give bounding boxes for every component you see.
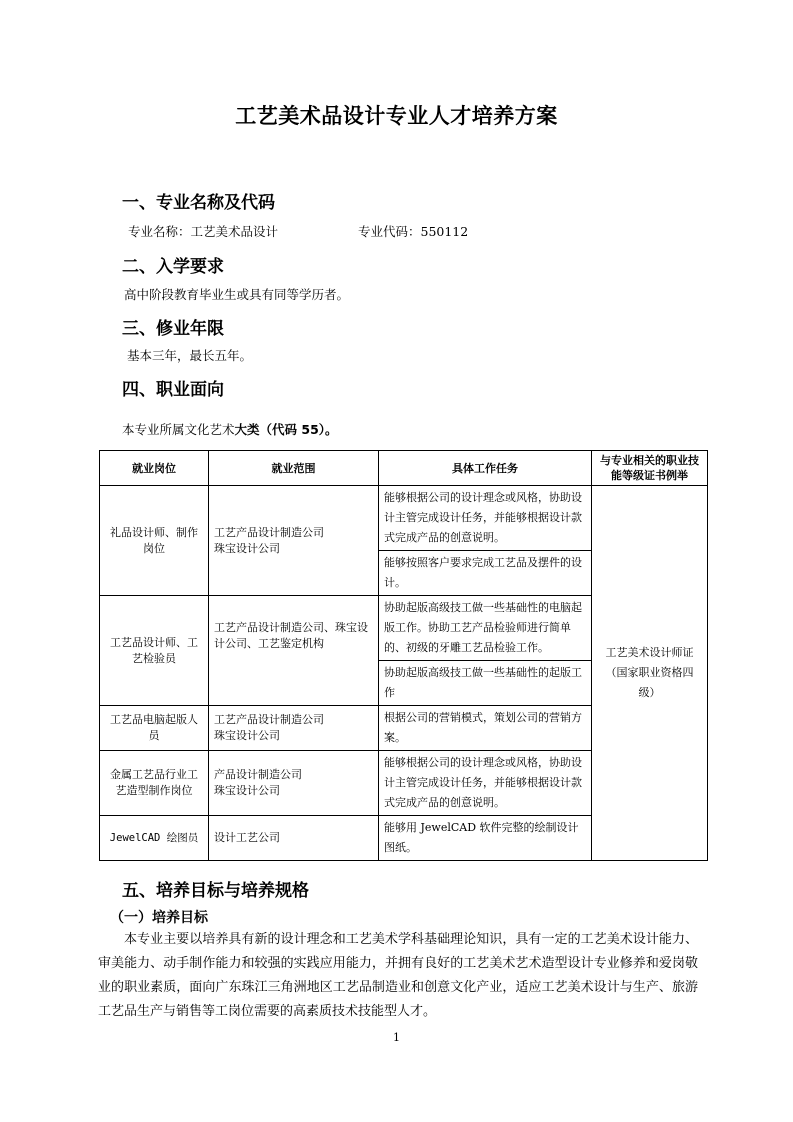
scope-cell: 工艺产品设计制造公司 珠宝设计公司 xyxy=(209,706,379,751)
major-name: 专业名称：工艺美术品设计 xyxy=(128,224,279,239)
scope-cell: 产品设计制造公司 珠宝设计公司 xyxy=(209,751,379,816)
occupation-table xyxy=(99,450,708,861)
section-heading-1: 一、专业名称及代码 xyxy=(122,193,275,213)
table-header-row xyxy=(100,451,708,486)
category-intro-plain: 本专业所属文化艺术 xyxy=(122,422,235,437)
section-heading-2: 二、入学要求 xyxy=(122,257,224,277)
position-cell: JewelCAD 绘图员 xyxy=(100,816,209,861)
scope-cell: 设计工艺公司 xyxy=(209,816,379,861)
task-cell: 能够按照客户要求完成工艺品及摆件的设计。 xyxy=(379,551,592,596)
position-cell: 礼品设计师、制作岗位 xyxy=(100,486,209,596)
position-cell: 工艺品电脑起版人员 xyxy=(100,706,209,751)
document-title: 工艺美术品设计专业人才培养方案 xyxy=(235,104,558,128)
section-heading-3: 三、修业年限 xyxy=(122,319,224,339)
task-cell: 能够根据公司的设计理念或风格，协助设计主管完成设计任务，并能够根据设计款式完成产品的创意说明。 xyxy=(379,486,592,551)
header-scope: 就业范围 xyxy=(209,451,379,486)
task-cell: 能够根据公司的设计理念或风格，协助设计主管完成设计任务，并能够根据设计款式完成产品的创意说明。 xyxy=(379,751,592,816)
scope-cell: 工艺产品设计制造公司、珠宝设计公司、工艺鉴定机构 xyxy=(209,596,379,706)
page-number: 1 xyxy=(393,1031,400,1044)
admission-text: 高中阶段教育毕业生或具有同等学历者。 xyxy=(124,287,350,302)
task-cell: 能够用 JewelCAD 软件完整的绘制设计图纸。 xyxy=(379,816,592,861)
category-intro xyxy=(122,420,338,438)
category-intro-bold: 大类（代码 55）。 xyxy=(234,422,338,437)
task-cell: 协助起版高级技工做一些基础性的电脑起版工作。协助工艺产品检验师进行简单的、初级的牙雕工艺品检验工作。 xyxy=(379,596,592,661)
section-heading-4: 四、职业面向 xyxy=(122,380,224,400)
major-code: 专业代码：550112 xyxy=(358,224,469,239)
header-certificate: 与专业相关的职业技能等级证书例举 xyxy=(592,451,708,486)
study-years-text: 基本三年，最长五年。 xyxy=(127,348,253,363)
header-position: 就业岗位 xyxy=(100,451,209,486)
task-cell: 协助起版高级技工做一些基础性的起版工作 xyxy=(379,661,592,706)
certificate-cell: 工艺美术设计师证（国家职业资格四级） xyxy=(592,486,708,861)
position-cell: 金属工艺品行业工艺造型制作岗位 xyxy=(100,751,209,816)
scope-cell: 工艺产品设计制造公司 珠宝设计公司 xyxy=(209,486,379,596)
table-row xyxy=(100,486,708,551)
section-heading-5: 五、培养目标与培养规格 xyxy=(122,881,309,901)
training-goal-paragraph: 本专业主要以培养具有新的设计理念和工艺美术学科基础理论知识，具有一定的工艺美术设计能力、审美能力、动手制作能力和较强的实践应用能力，并拥有良好的工艺美术艺术造型设计专业修养和爱岗敬业的职业素质，面向广东珠江三角洲地区工艺品制造业和创意文化产业，适应工艺美术设计与生产、旅游工艺品生产与销售等工岗位需要的高素质技术技能型人才。 xyxy=(98,932,698,1019)
task-cell: 根据公司的营销模式，策划公司的营销方案。 xyxy=(379,706,592,751)
subsection-heading: （一）培养目标 xyxy=(110,910,208,926)
header-tasks: 具体工作任务 xyxy=(379,451,592,486)
position-cell: 工艺品设计师、工艺检验员 xyxy=(100,596,209,706)
